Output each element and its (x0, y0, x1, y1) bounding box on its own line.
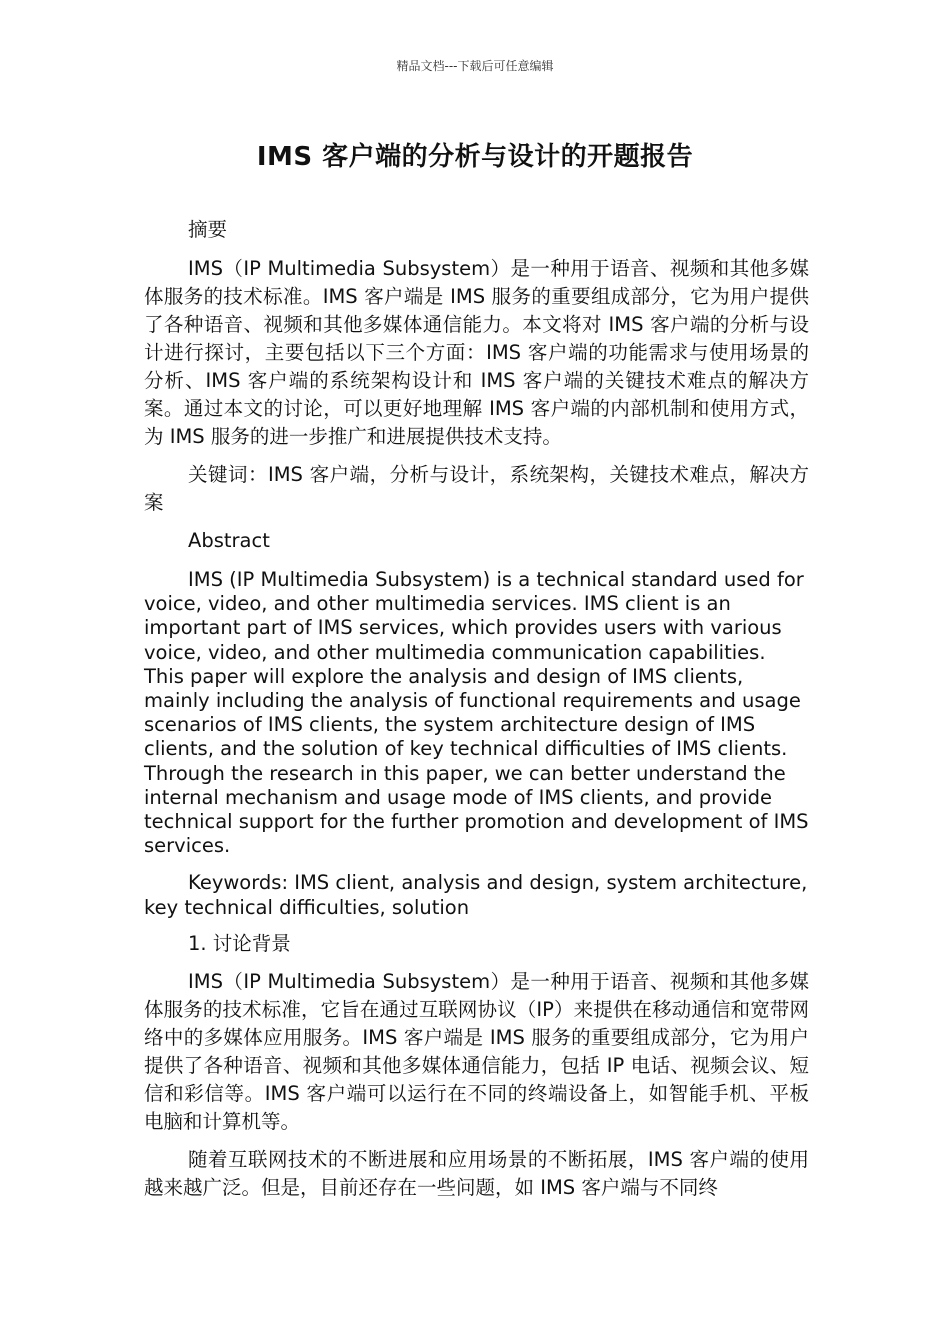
header-note: 精品文档---下载后可任意编辑 (396, 59, 554, 73)
abstract-en-heading: Abstract (188, 529, 270, 552)
section1-paragraph-1: IMS（IP Multimedia Subsystem）是一种用于语音、视频和其他多媒体服务的技术标准，它旨在通过互联网协议（IP）来提供在移动通信和宽带网络中的多媒体应用服务。IMS 客户端是 IMS 服务的重要组成部分，它为用户提供了各种语音、视频和其他多媒体通信能力，包括 IP 电话、视频会议、短信和彩信等。IMS 客户端可以运行在不同的终端设备上，如智能手机、平板电脑和计算机等。 (144, 969, 809, 1133)
document-body (144, 216, 809, 1202)
section1-heading: 1. 讨论背景 (188, 931, 291, 955)
abstract-cn-body: IMS（IP Multimedia Subsystem）是一种用于语音、视频和其他多媒体服务的技术标准。IMS 客户端是 IMS 服务的重要组成部分，它为用户提供了各种语音、视频和其他多媒体通信能力。本文将对 IMS 客户端的分析与设计进行探讨，主要包括以下三个方面：IMS 客户端的功能需求与使用场景的分析、IMS 客户端的系统架构设计和 IMS 客户端的关键技术难点的解决方案。通过本文的讨论，可以更好地理解 IMS 客户端的内部机制和使用方式，为 IMS 服务的进一步推广和进展提供技术支持。 (144, 257, 809, 448)
document-title: IMS 客户端的分析与设计的开题报告 (256, 142, 694, 172)
abstract-en-body: IMS (IP Multimedia Subsystem) is a technical standard used for voice, video, and other multimedia services. IMS client is an important part of IMS services, which provides users with various voice, video, and other multimedia communication capabilities. This paper will explore the analysis and design of IMS clients, mainly including the analysis of functional requirements and usage scenarios of IMS clients, the system architecture design of IMS clients, and the solution of key technical difficulties of IMS clients. Through the research in this paper, we can better understand the internal mechanism and usage mode of IMS clients, and provide technical support for the further promotion and development of IMS services. (144, 568, 809, 858)
keywords-en: Keywords: IMS client, analysis and design, system architecture, key technical difficulties, solution (144, 871, 808, 919)
abstract-cn-heading: 摘要 (188, 218, 228, 241)
keywords-cn: 关键词：IMS 客户端，分析与设计，系统架构，关键技术难点，解决方案 (144, 463, 809, 514)
section1-paragraph-2: 随着互联网技术的不断进展和应用场景的不断拓展，IMS 客户端的使用越来越广泛。但是，目前还存在一些问题，如 IMS 客户端与不同终 (144, 1147, 809, 1199)
